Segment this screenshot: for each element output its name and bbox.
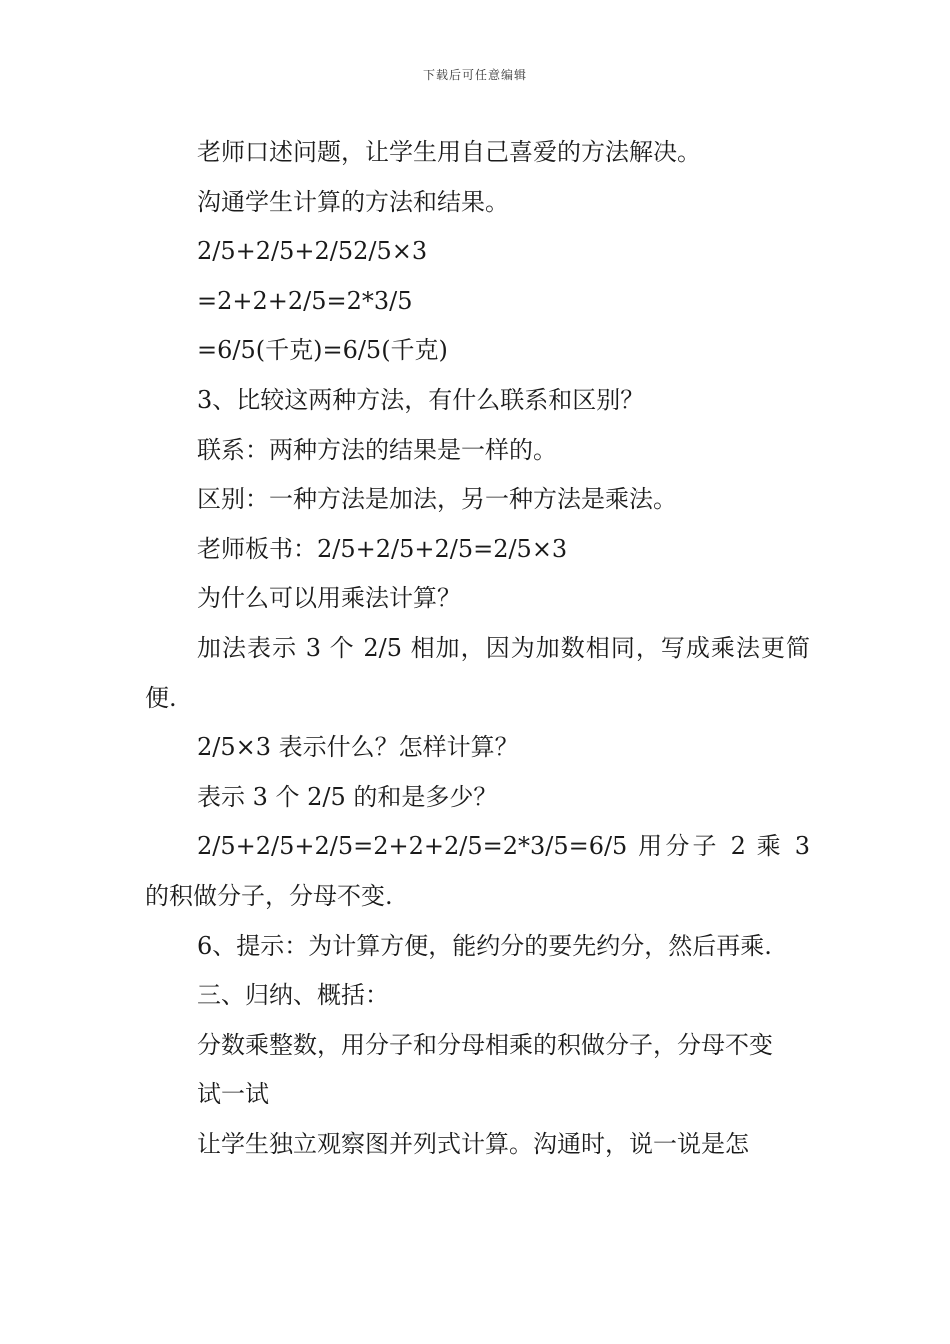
text-line: 区别：一种方法是加法，另一种方法是乘法。 xyxy=(197,485,677,514)
page-header: 下载后可任意编辑 xyxy=(422,68,527,82)
formula-line: 2/5+2/5+2/52/5×3 xyxy=(197,237,428,266)
text-line: 3、比较这两种方法，有什么联系和区别？ xyxy=(197,385,645,414)
text-line: 表示 3 个 2/5 的和是多少？ xyxy=(197,782,498,811)
section-heading: 三、归纳、概括： xyxy=(197,981,389,1010)
text-paragraph: 2/5+2/5+2/5=2+2+2/5=2*3/5=6/5 用分子 2 乘 3 的积做分子，分母不变. xyxy=(145,832,810,910)
text-paragraph: 分数乘整数，用分子和分母相乘的积做分子，分母不变 xyxy=(197,1030,773,1059)
text-line: 联系：两种方法的结果是一样的。 xyxy=(197,435,557,464)
text-paragraph: 加法表示 3 个 2/5 相加，因为加数相同，写成乘法更简便. xyxy=(145,633,810,712)
formula-line: =6/5(千克)=6/5(千克) xyxy=(197,336,448,365)
formula-line: =2+2+2/5=2*3/5 xyxy=(197,286,413,315)
document-body xyxy=(145,128,810,1169)
text-line: 6、提示：为计算方便，能约分的要先约分，然后再乘. xyxy=(197,931,772,960)
text-line: 老师口述问题，让学生用自己喜爱的方法解决。 xyxy=(197,138,701,166)
text-line: 让学生独立观察图并列式计算。沟通时，说一说是怎 xyxy=(197,1129,749,1158)
text-line: 沟通学生计算的方法和结果。 xyxy=(197,187,509,216)
text-line: 为什么可以用乘法计算？ xyxy=(197,584,461,613)
text-line: 老师板书：2/5+2/5+2/5=2/5×3 xyxy=(197,534,568,563)
section-heading: 试一试 xyxy=(197,1080,269,1109)
text-line: 2/5×3 表示什么？怎样计算？ xyxy=(197,733,519,762)
